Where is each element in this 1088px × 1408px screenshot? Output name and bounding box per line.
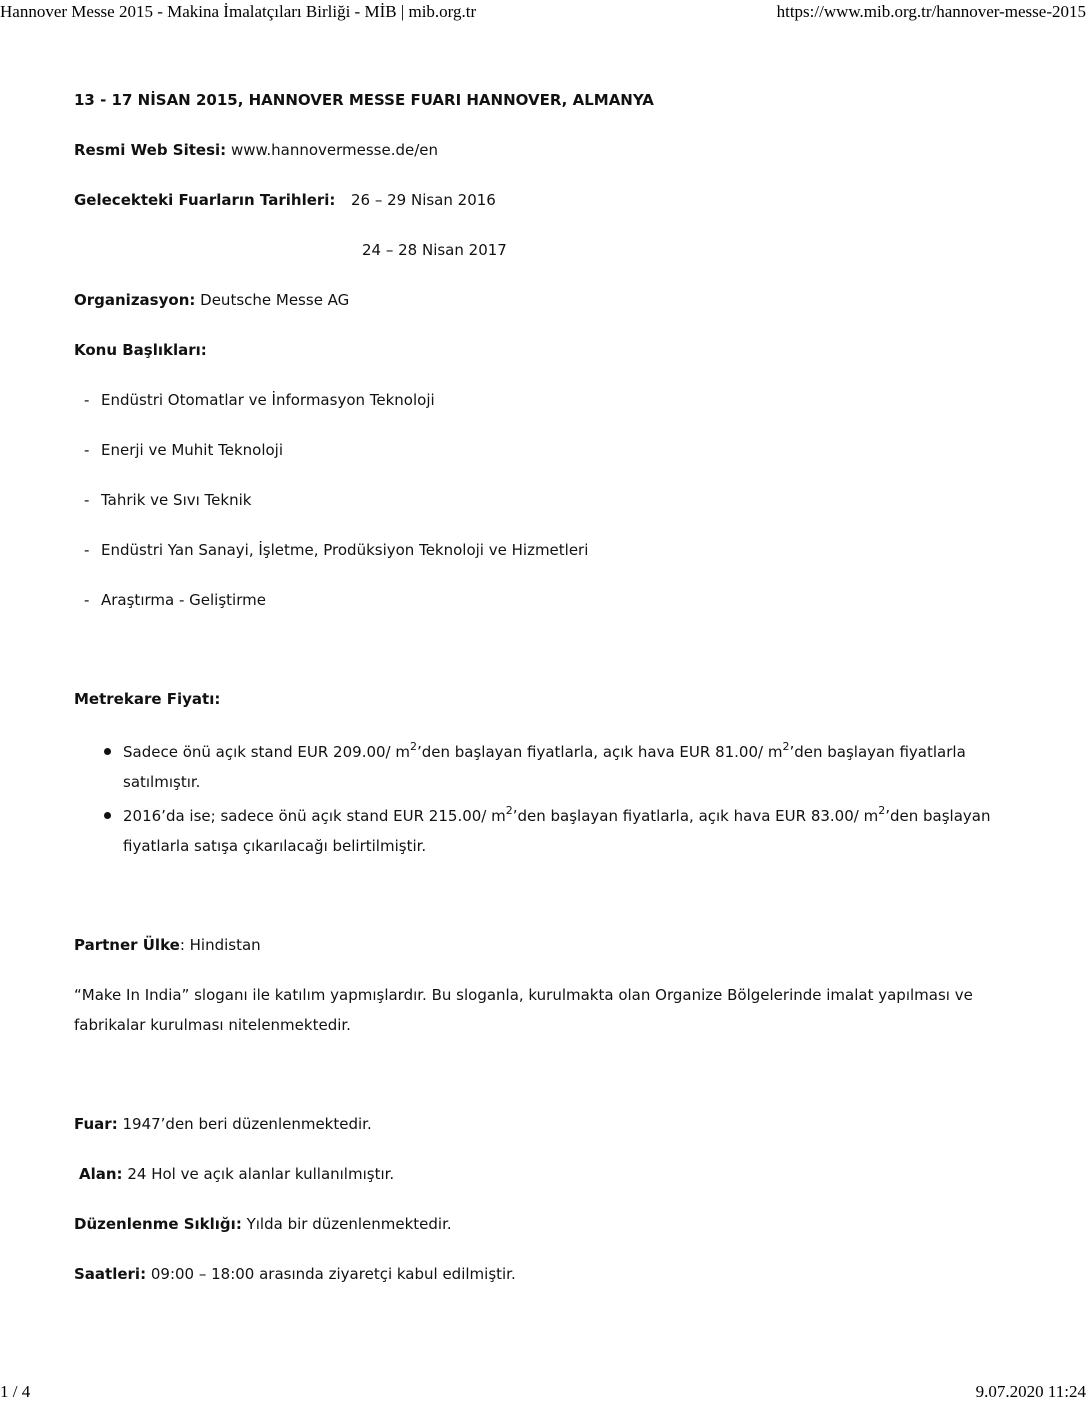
price-label: Metrekare Fiyatı: xyxy=(74,690,221,708)
frequency-row xyxy=(74,1214,452,1234)
partner-label: Partner Ülke xyxy=(74,936,180,954)
india-paragraph: “Make In India” sloganı ile katılım yapmışlardır. Bu sloganla, kurulmakta olan Organize Bölgelerinde imalat yapılması ve fabrikalar kurulması nitelenmektedir. xyxy=(74,986,973,1034)
organization-row xyxy=(74,290,349,310)
organization-value: Deutsche Messe AG xyxy=(200,291,350,309)
frequency-value: Yılda bir düzenlenmektedir. xyxy=(246,1215,452,1233)
partner-row xyxy=(74,935,261,955)
hours-row xyxy=(74,1264,516,1284)
website-row xyxy=(74,140,438,160)
website-link[interactable]: www.hannovermesse.de/en xyxy=(230,141,439,159)
dash-marker: - xyxy=(84,491,90,509)
page-number: 1 / 4 xyxy=(0,1382,31,1401)
hours-label: Saatleri: xyxy=(74,1265,147,1283)
page-url: https://www.mib.org.tr/hannover-messe-2015 xyxy=(776,2,1086,21)
list-item: - Endüstri Otomatlar ve İnformasyon Teknoloji xyxy=(84,391,435,409)
area-row xyxy=(79,1164,394,1184)
price-bullet-1: Sadece önü açık stand EUR 209.00/ $m^2’den$ başlayan fiyatlarla, açık hava EUR 81.00/ $m^2’den$ başlayan fiyatlarla satılmıştır. xyxy=(104,737,1004,797)
organization-label: Organizasyon: xyxy=(74,291,196,309)
price-bullet-2: 2016’da ise; sadece önü açık stand EUR 215.00/ $m^2’den$ başlayan fiyatlarla, açık hava EUR 83.00/ $m^2’den$ başlayan fiyatlarla satışa çıkarılacağı belirtilmiştir. xyxy=(104,801,1004,861)
list-item: - Enerji ve Muhit Teknoloji xyxy=(84,441,284,459)
dash-marker: - xyxy=(84,541,90,559)
fair-label: Fuar: xyxy=(74,1115,118,1133)
future-date-2: 24 – 28 Nisan 2017 xyxy=(362,241,507,259)
event-heading: 13 - 17 NİSAN 2015, HANNOVER MESSE FUARI HANNOVER, ALMANYA xyxy=(74,91,654,109)
dash-marker: - xyxy=(84,591,90,609)
future-dates-label: Gelecekteki Fuarların Tarihleri: xyxy=(74,191,336,209)
partner-value: : Hindistan xyxy=(179,936,261,954)
bullet-icon xyxy=(104,748,111,755)
topics-label: Konu Başlıkları: xyxy=(74,341,207,359)
website-label: Resmi Web Sitesi: xyxy=(74,141,227,159)
hours-value: 09:00 – 18:00 arasında ziyaretçi kabul edilmiştir. xyxy=(150,1265,516,1283)
list-item: - Tahrik ve Sıvı Teknik xyxy=(84,491,252,509)
bullet-icon xyxy=(104,812,111,819)
fair-row xyxy=(74,1114,372,1134)
fair-value: 1947’den beri düzenlenmektedir. xyxy=(122,1115,372,1133)
area-value: 24 Hol ve açık alanlar kullanılmıştır. xyxy=(127,1165,395,1183)
list-item: - Araştırma - Geliştirme xyxy=(84,591,266,609)
list-item: - Endüstri Yan Sanayi, İşletme, Prodüksiyon Teknoloji ve Hizmetleri xyxy=(84,541,589,559)
area-label: Alan: xyxy=(79,1165,123,1183)
print-datetime: 9.07.2020 11:24 xyxy=(975,1382,1086,1401)
future-date-1: 26 – 29 Nisan 2016 xyxy=(351,191,496,209)
dash-marker: - xyxy=(84,391,90,409)
browser-page-title: Hannover Messe 2015 - Makina İmalatçıları Birliği - MİB | mib.org.tr xyxy=(0,2,477,21)
future-dates-row xyxy=(74,190,335,210)
frequency-label: Düzenlenme Sıklığı: xyxy=(74,1215,242,1233)
dash-marker: - xyxy=(84,441,90,459)
